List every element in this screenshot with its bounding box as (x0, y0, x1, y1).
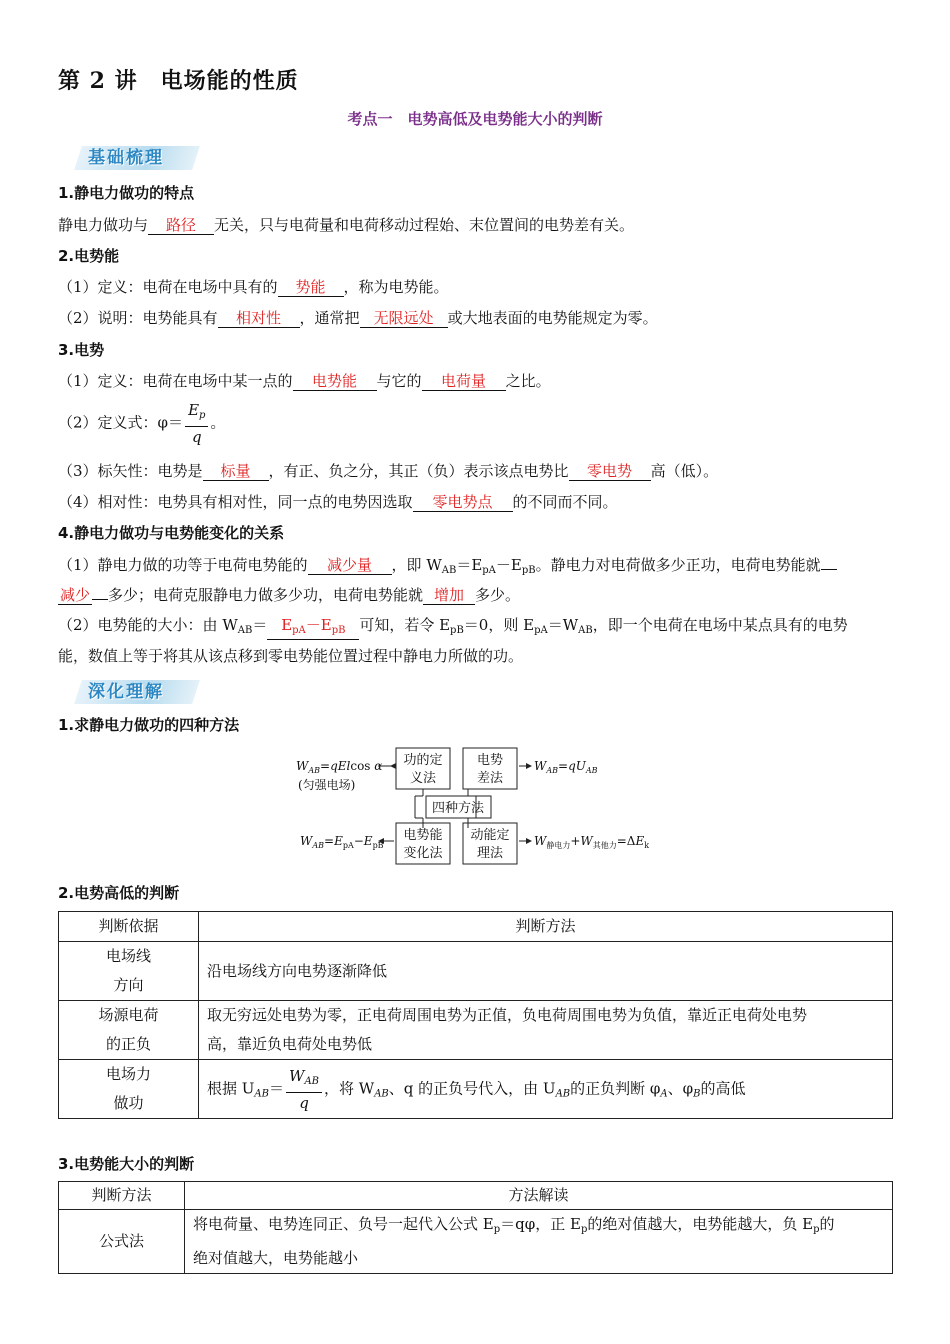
section-4-line-4: 能，数值上等于将其从该点移到零电势能位置过程中静电力所做的功。 (58, 647, 524, 665)
section-3-line-1: （1）定义：电荷在电场中某一点的 电势能 与它的 电荷量 之比。 (58, 372, 551, 390)
table-cell: 电场线 方向 (59, 942, 199, 1001)
section-7-heading: 3.电势能大小的判断 (58, 1155, 195, 1173)
table-cell: 沿电场线方向电势逐渐降低 (199, 942, 893, 1001)
formula-definition-note: (匀强电场) (298, 778, 356, 792)
section-4-line-3: （2）电势能的大小：由 $W_{AB}= E_{pA}-E_{pB}$ 可知，若令 $E_{pB}=0$，则 $E_{pA}=W_{AB}$，即一个电荷在电场中某点具有的电势 (58, 614, 848, 640)
answer-blank: 增加 (423, 587, 475, 605)
formula-energy-change: $W_{AB}=E_{pA}-E_{pB}$ (300, 834, 384, 850)
answer-blank: 电荷量 (422, 373, 506, 391)
section-1-heading: 1.静电力做功的特点 (58, 184, 195, 202)
table-cell: 电场力 做功 (59, 1060, 199, 1119)
table-row (59, 1001, 893, 1060)
answer-blank: $E_{pA}-E_{pB}$ (267, 617, 359, 640)
box-bl-line-1: 电势能 (403, 828, 443, 843)
center-label: 四种方法 (431, 801, 485, 816)
table-cell: 根据 $U_{AB}=$ $\frac{W_{AB}}{q}$ ，将 $W_{AB}$、q 的正负号代入，由 $U_{AB}$的正负判断 $\varphi_A$、$\varphi_B$的高低 (199, 1060, 893, 1119)
table-header-row (59, 912, 893, 942)
answer-blank: 电势能 (293, 373, 377, 391)
section-3-line-4: （4）相对性：电势具有相对性，同一点的电势因选取 零电势点 的不同而不同。 (58, 493, 618, 511)
answer-blank: 零电势点 (413, 494, 513, 512)
section-3-heading: 3.电势 (58, 341, 105, 359)
box-tl-line-2: 义法 (409, 771, 437, 786)
table-row (59, 1210, 893, 1274)
box-tr-line-2: 差法 (476, 771, 504, 786)
table-header: 方法解读 (185, 1182, 893, 1210)
section-4-line-2: 减少 多少；电荷克服静电力做多少功，电荷电势能就 增加 多少。 (59, 586, 521, 604)
answer-blank: 相对性 (218, 310, 300, 328)
four-methods-diagram (290, 742, 670, 872)
formula-potential-difference: $W_{AB}=qU_{AB}$ (534, 759, 598, 775)
box-tr-line-1: 电势 (476, 753, 504, 768)
energy-judgement-table (58, 1181, 893, 1274)
table-header-row (59, 1182, 893, 1210)
banner-deep-label: 深化理解 (88, 682, 164, 702)
answer-blank: 无限远处 (360, 310, 448, 328)
answer-blank: 减少量 (308, 557, 392, 575)
section-1-line: 静电力做功与 路径 无关，只与电荷量和电荷移动过程始、末位置间的电势差有关。 (58, 216, 635, 234)
table-header: 判断依据 (59, 912, 199, 942)
answer-blank: 减少 (59, 586, 90, 604)
table-header: 判断方法 (199, 912, 893, 942)
formula-definition: $W_{AB}=qElcos$ α (296, 759, 383, 775)
table-cell: 取无穷远处电势为零，正电荷周围电势为正值，负电荷周围电势为负值，靠近正电荷处电势 高，靠近负电荷处电势低 (199, 1001, 893, 1060)
potential-judgement-table (58, 911, 893, 1119)
box-br-line-1: 动能定 (470, 828, 510, 843)
section-5-heading: 1.求静电力做功的四种方法 (58, 716, 240, 734)
answer-blank: 标量 (203, 463, 269, 481)
box-bl-line-2: 变化法 (403, 846, 443, 861)
table-header: 判断方法 (59, 1182, 185, 1210)
answer-blank: 势能 (278, 279, 344, 297)
formula-fraction: $\frac{E_p}{q}$ (185, 400, 208, 447)
answer-blank: 路径 (148, 217, 214, 235)
formula-fraction: $\frac{W_{AB}}{q}$ (286, 1066, 322, 1113)
section-2-line-2: （2）说明：电势能具有 相对性 ，通常把 无限远处 或大地表面的电势能规定为零。 (58, 309, 658, 327)
table-row (59, 1060, 893, 1119)
answer-blank: 零电势 (569, 463, 651, 481)
box-br-line-2: 理法 (476, 846, 504, 861)
table-cell: 将电荷量、电势连同正、负号一起代入公式 $E_p=q\varphi$，正 $E_p$的绝对值越大，电势能越大，负 $E_p$的 绝对值越大，电势能越小 (185, 1210, 893, 1274)
section-4-line-1: （1）静电力做的功等于电荷电势能的 减少量 ，即 $W_{AB}=E_{pA}-E_{pB}$。静电力对电荷做多少正功，电荷电势能就 (58, 554, 837, 576)
box-tl-line-1: 功的定 (403, 753, 443, 768)
section-4-heading: 4.静电力做功与电势能变化的关系 (58, 524, 285, 542)
section-2-line-1: （1）定义：电荷在电场中具有的 势能 ，称为电势能。 (58, 278, 449, 296)
kaodian-title: 考点一 电势高低及电势能大小的判断 (347, 110, 603, 128)
section-6-heading: 2.电势高低的判断 (58, 884, 180, 902)
section-3-line-2: （2）定义式：φ＝ $\frac{E_p}{q}$ 。 (58, 401, 226, 446)
section-3-line-3: （3）标矢性：电势是 标量 ，有正、负之分，其正（负）表示该点电势比 零电势 高（低）。 (58, 462, 719, 480)
lecture-title: 第 2 讲 电场能的性质 (58, 68, 299, 94)
formula-kinetic-theorem: $W_{静电力}+W_{其他力}=\Delta E_k$ (534, 834, 650, 850)
table-cell: 场源电荷 的正负 (59, 1001, 199, 1060)
table-cell: 公式法 (59, 1210, 185, 1274)
section-2-heading: 2.电势能 (58, 247, 120, 265)
table-row (59, 942, 893, 1001)
banner-basic-label: 基础梳理 (88, 148, 164, 168)
